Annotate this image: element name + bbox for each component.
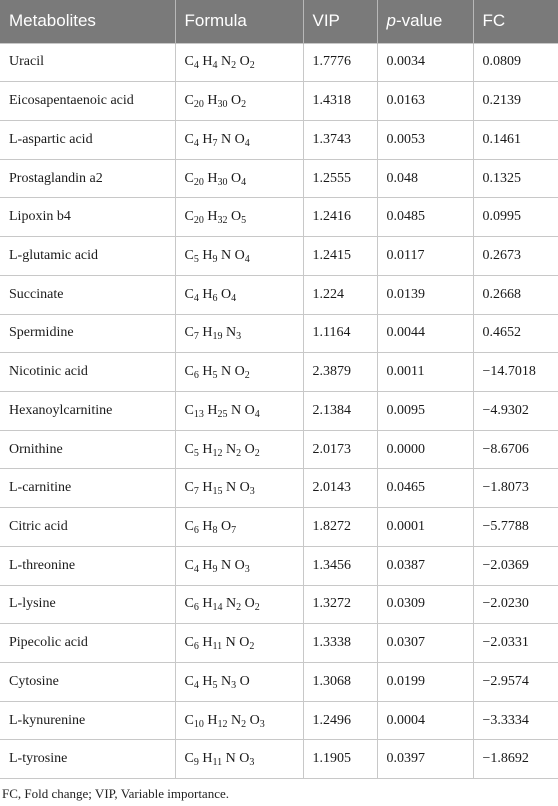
- formula-element: N: [230, 712, 242, 728]
- table-row: [0, 237, 558, 276]
- formula-count: 7: [193, 331, 199, 343]
- cell-p-value: 0.0309: [377, 585, 473, 624]
- formula-count: 32: [217, 215, 228, 227]
- formula-element: H: [207, 209, 218, 225]
- cell-vip: 1.224: [303, 275, 377, 314]
- cell-vip: 2.0173: [303, 430, 377, 469]
- formula-element: O: [239, 751, 250, 767]
- cell-metabolite: L-tyrosine: [0, 740, 175, 779]
- formula-count: 4: [254, 408, 260, 420]
- formula-element: O: [244, 402, 255, 418]
- cell-vip: 2.0143: [303, 469, 377, 508]
- cell-vip: 1.4318: [303, 82, 377, 121]
- formula-element: O: [239, 480, 250, 496]
- formula-count: 2: [236, 602, 242, 614]
- formula-element: C: [184, 402, 194, 418]
- formula-count: 8: [212, 524, 218, 536]
- formula-element: N: [220, 247, 232, 263]
- formula-count: 15: [212, 486, 223, 498]
- cell-p-value: 0.0139: [377, 275, 473, 314]
- formula-element: C: [184, 635, 194, 651]
- formula-element: N: [225, 325, 237, 341]
- formula-element: C: [184, 557, 194, 573]
- formula-count: 7: [231, 524, 237, 536]
- cell-vip: 1.2555: [303, 159, 377, 198]
- formula-element: C: [184, 286, 194, 302]
- cell-fc: −2.0369: [473, 546, 558, 585]
- cell-formula: [175, 585, 303, 624]
- formula-element: C: [184, 247, 194, 263]
- cell-vip: 1.2415: [303, 237, 377, 276]
- formula-count: 6: [193, 524, 199, 536]
- cell-formula: [175, 430, 303, 469]
- formula-count: 7: [212, 137, 218, 149]
- table-row: [0, 663, 558, 702]
- cell-formula: [175, 120, 303, 159]
- formula-count: 4: [193, 679, 199, 691]
- formula-element: C: [184, 209, 194, 225]
- cell-fc: 0.1461: [473, 120, 558, 159]
- formula-element: N: [225, 635, 236, 651]
- formula-element: C: [184, 93, 194, 109]
- cell-fc: −14.7018: [473, 353, 558, 392]
- formula-count: 4: [193, 60, 199, 72]
- formula-count: 3: [231, 679, 237, 691]
- cell-fc: 0.0995: [473, 198, 558, 237]
- table-row: [0, 701, 558, 740]
- formula-element: O: [234, 247, 245, 263]
- cell-formula: [175, 546, 303, 585]
- formula-count: 3: [259, 718, 265, 730]
- formula-count: 2: [254, 447, 260, 459]
- formula-element: C: [184, 131, 194, 147]
- formula-count: 14: [212, 602, 223, 614]
- cell-formula: [175, 624, 303, 663]
- table-row: [0, 546, 558, 585]
- cell-vip: 2.1384: [303, 391, 377, 430]
- cell-fc: −1.8692: [473, 740, 558, 779]
- formula-element: H: [202, 596, 213, 612]
- formula-element: H: [207, 712, 218, 728]
- formula-count: 2: [244, 370, 250, 382]
- table-row: [0, 391, 558, 430]
- formula-count: 3: [249, 486, 255, 498]
- formula-count: 19: [212, 331, 223, 343]
- cell-formula: [175, 701, 303, 740]
- table-row: [0, 353, 558, 392]
- cell-metabolite: Hexanoylcarnitine: [0, 391, 175, 430]
- formula-count: 6: [193, 370, 199, 382]
- table-row: [0, 508, 558, 547]
- formula-count: 11: [212, 641, 223, 653]
- table-row: [0, 82, 558, 121]
- formula-element: H: [202, 54, 213, 70]
- cell-metabolite: L-glutamic acid: [0, 237, 175, 276]
- cell-vip: 1.1164: [303, 314, 377, 353]
- cell-fc: −4.9302: [473, 391, 558, 430]
- formula-count: 4: [231, 292, 237, 304]
- formula-element: H: [202, 286, 213, 302]
- formula-element: H: [202, 480, 213, 496]
- formula-element: O: [244, 596, 255, 612]
- cell-p-value: 0.0011: [377, 353, 473, 392]
- formula-element: C: [184, 673, 194, 689]
- cell-metabolite: Lipoxin b4: [0, 198, 175, 237]
- cell-formula: [175, 159, 303, 198]
- cell-fc: 0.0809: [473, 43, 558, 82]
- cell-formula: [175, 391, 303, 430]
- formula-element: N: [220, 54, 232, 70]
- formula-element: N: [230, 402, 242, 418]
- cell-p-value: 0.0044: [377, 314, 473, 353]
- cell-metabolite: L-aspartic acid: [0, 120, 175, 159]
- cell-metabolite: Citric acid: [0, 508, 175, 547]
- formula-element: C: [184, 364, 194, 380]
- cell-vip: 1.8272: [303, 508, 377, 547]
- formula-element: H: [202, 518, 213, 534]
- formula-count: 12: [212, 447, 223, 459]
- cell-formula: [175, 663, 303, 702]
- cell-fc: −8.6706: [473, 430, 558, 469]
- cell-fc: −5.7788: [473, 508, 558, 547]
- formula-count: 6: [193, 602, 199, 614]
- formula-element: N: [225, 751, 236, 767]
- formula-element: H: [207, 93, 218, 109]
- cell-vip: 1.7776: [303, 43, 377, 82]
- formula-element: N: [225, 441, 237, 457]
- table-row: [0, 740, 558, 779]
- formula-count: 2: [236, 447, 242, 459]
- formula-element: H: [202, 364, 213, 380]
- formula-count: 2: [249, 641, 255, 653]
- cell-vip: 1.2416: [303, 198, 377, 237]
- formula-element: N: [220, 673, 232, 689]
- cell-p-value: 0.0034: [377, 43, 473, 82]
- cell-metabolite: L-lysine: [0, 585, 175, 624]
- cell-formula: [175, 740, 303, 779]
- formula-count: 25: [217, 408, 228, 420]
- formula-element: N: [220, 364, 232, 380]
- table-row: [0, 624, 558, 663]
- formula-element: H: [202, 557, 213, 573]
- formula-count: 2: [249, 60, 255, 72]
- header-row: [0, 0, 558, 43]
- formula-count: 4: [244, 137, 250, 149]
- formula-element: O: [244, 441, 255, 457]
- cell-formula: [175, 508, 303, 547]
- cell-formula: [175, 469, 303, 508]
- cell-fc: 0.1325: [473, 159, 558, 198]
- cell-metabolite: Spermidine: [0, 314, 175, 353]
- cell-metabolite: Pipecolic acid: [0, 624, 175, 663]
- cell-p-value: 0.0117: [377, 237, 473, 276]
- formula-count: 9: [193, 757, 199, 769]
- formula-count: 2: [231, 60, 237, 72]
- cell-p-value: 0.0199: [377, 663, 473, 702]
- formula-count: 30: [217, 176, 228, 188]
- formula-count: 4: [241, 176, 247, 188]
- formula-element: H: [202, 325, 213, 341]
- formula-count: 4: [193, 292, 199, 304]
- cell-vip: 1.3456: [303, 546, 377, 585]
- table-row: [0, 198, 558, 237]
- formula-element: N: [220, 557, 232, 573]
- formula-element: H: [207, 170, 218, 186]
- formula-element: H: [202, 131, 213, 147]
- table-row: [0, 430, 558, 469]
- cell-p-value: 0.0163: [377, 82, 473, 121]
- cell-vip: 2.3879: [303, 353, 377, 392]
- cell-fc: −2.0331: [473, 624, 558, 663]
- cell-p-value: 0.0387: [377, 546, 473, 585]
- formula-element: O: [239, 54, 250, 70]
- formula-count: 9: [212, 563, 218, 575]
- formula-element: N: [220, 131, 232, 147]
- formula-count: 6: [212, 292, 218, 304]
- cell-fc: −2.0230: [473, 585, 558, 624]
- formula-element: O: [234, 131, 245, 147]
- cell-p-value: 0.0307: [377, 624, 473, 663]
- cell-metabolite: Uracil: [0, 43, 175, 82]
- formula-element: N: [225, 596, 237, 612]
- cell-fc: 0.2673: [473, 237, 558, 276]
- formula-element: C: [184, 480, 194, 496]
- formula-count: 4: [212, 60, 218, 72]
- formula-element: O: [234, 364, 245, 380]
- table-row: [0, 275, 558, 314]
- formula-count: 3: [236, 331, 242, 343]
- formula-element: C: [184, 441, 194, 457]
- header-vip: VIP: [303, 0, 377, 43]
- cell-metabolite: L-carnitine: [0, 469, 175, 508]
- formula-count: 2: [241, 99, 247, 111]
- cell-formula: [175, 198, 303, 237]
- cell-metabolite: Prostaglandin a2: [0, 159, 175, 198]
- cell-p-value: 0.048: [377, 159, 473, 198]
- cell-vip: 1.3068: [303, 663, 377, 702]
- cell-vip: 1.1905: [303, 740, 377, 779]
- cell-metabolite: Cytosine: [0, 663, 175, 702]
- cell-vip: 1.2496: [303, 701, 377, 740]
- header-metabolites: Metabolites: [9, 11, 96, 31]
- formula-count: 3: [249, 757, 255, 769]
- table-row: [0, 120, 558, 159]
- formula-element: C: [184, 596, 194, 612]
- formula-element: H: [202, 751, 213, 767]
- formula-count: 5: [193, 447, 199, 459]
- formula-element: C: [184, 712, 194, 728]
- cell-p-value: 0.0485: [377, 198, 473, 237]
- cell-p-value: 0.0000: [377, 430, 473, 469]
- cell-formula: [175, 353, 303, 392]
- cell-p-value: 0.0004: [377, 701, 473, 740]
- formula-count: 2: [241, 718, 247, 730]
- cell-p-value: 0.0095: [377, 391, 473, 430]
- header-fc: FC: [473, 0, 558, 43]
- table-row: [0, 43, 558, 82]
- formula-count: 9: [212, 253, 218, 265]
- cell-fc: −2.9574: [473, 663, 558, 702]
- cell-formula: [175, 237, 303, 276]
- cell-metabolite: L-threonine: [0, 546, 175, 585]
- formula-count: 4: [244, 253, 250, 265]
- formula-count: 20: [193, 99, 204, 111]
- formula-count: 5: [241, 215, 247, 227]
- formula-count: 30: [217, 99, 228, 111]
- table-row: [0, 314, 558, 353]
- formula-element: O: [230, 170, 242, 186]
- formula-count: 20: [193, 176, 204, 188]
- formula-element: H: [202, 441, 213, 457]
- formula-element: O: [230, 93, 242, 109]
- formula-count: 11: [212, 757, 223, 769]
- formula-element: C: [184, 751, 194, 767]
- formula-count: 10: [193, 718, 204, 730]
- formula-element: H: [202, 635, 213, 651]
- formula-element: H: [202, 673, 213, 689]
- formula-count: 12: [217, 718, 228, 730]
- formula-count: 3: [244, 563, 250, 575]
- cell-p-value: 0.0465: [377, 469, 473, 508]
- header-p-value-text: p: [386, 11, 396, 31]
- table-row: [0, 585, 558, 624]
- formula-element: C: [184, 54, 194, 70]
- cell-metabolite: Ornithine: [0, 430, 175, 469]
- cell-metabolite: L-kynurenine: [0, 701, 175, 740]
- formula-element: N: [225, 480, 237, 496]
- formula-element: O: [230, 209, 242, 225]
- table-row: [0, 159, 558, 198]
- cell-fc: 0.2139: [473, 82, 558, 121]
- formula-element: C: [184, 170, 194, 186]
- formula-element: H: [207, 402, 218, 418]
- formula-element: O: [220, 286, 232, 302]
- cell-formula: [175, 82, 303, 121]
- header-formula: Formula: [175, 0, 303, 43]
- cell-metabolite: Succinate: [0, 275, 175, 314]
- cell-fc: 0.2668: [473, 275, 558, 314]
- cell-formula: [175, 275, 303, 314]
- header-p-value: [377, 0, 473, 43]
- formula-count: 5: [212, 370, 218, 382]
- cell-fc: −3.3334: [473, 701, 558, 740]
- cell-p-value: 0.0053: [377, 120, 473, 159]
- table-footnote: FC, Fold change; VIP, Variable importance.: [2, 786, 229, 802]
- cell-formula: [175, 43, 303, 82]
- formula-element: O: [220, 518, 232, 534]
- cell-metabolite: Nicotinic acid: [0, 353, 175, 392]
- formula-count: 4: [193, 563, 199, 575]
- formula-count: 5: [212, 679, 218, 691]
- formula-element: H: [202, 247, 213, 263]
- cell-formula: [175, 314, 303, 353]
- cell-fc: −1.8073: [473, 469, 558, 508]
- cell-p-value: 0.0397: [377, 740, 473, 779]
- cell-vip: 1.3272: [303, 585, 377, 624]
- formula-element: O: [239, 673, 250, 689]
- formula-count: 6: [193, 641, 199, 653]
- formula-element: C: [184, 325, 194, 341]
- cell-p-value: 0.0001: [377, 508, 473, 547]
- formula-count: 2: [254, 602, 260, 614]
- table-row: [0, 469, 558, 508]
- cell-vip: 1.3743: [303, 120, 377, 159]
- formula-count: 4: [193, 137, 199, 149]
- formula-count: 5: [193, 253, 199, 265]
- cell-fc: 0.4652: [473, 314, 558, 353]
- formula-count: 20: [193, 215, 204, 227]
- header-p-value-suffix: -value: [395, 11, 443, 31]
- cell-metabolite: Eicosapentaenoic acid: [0, 82, 175, 121]
- cell-vip: 1.3338: [303, 624, 377, 663]
- formula-element: C: [184, 518, 194, 534]
- formula-count: 7: [193, 486, 199, 498]
- formula-element: O: [249, 712, 260, 728]
- formula-element: O: [234, 557, 245, 573]
- formula-element: O: [239, 635, 250, 651]
- formula-count: 13: [193, 408, 204, 420]
